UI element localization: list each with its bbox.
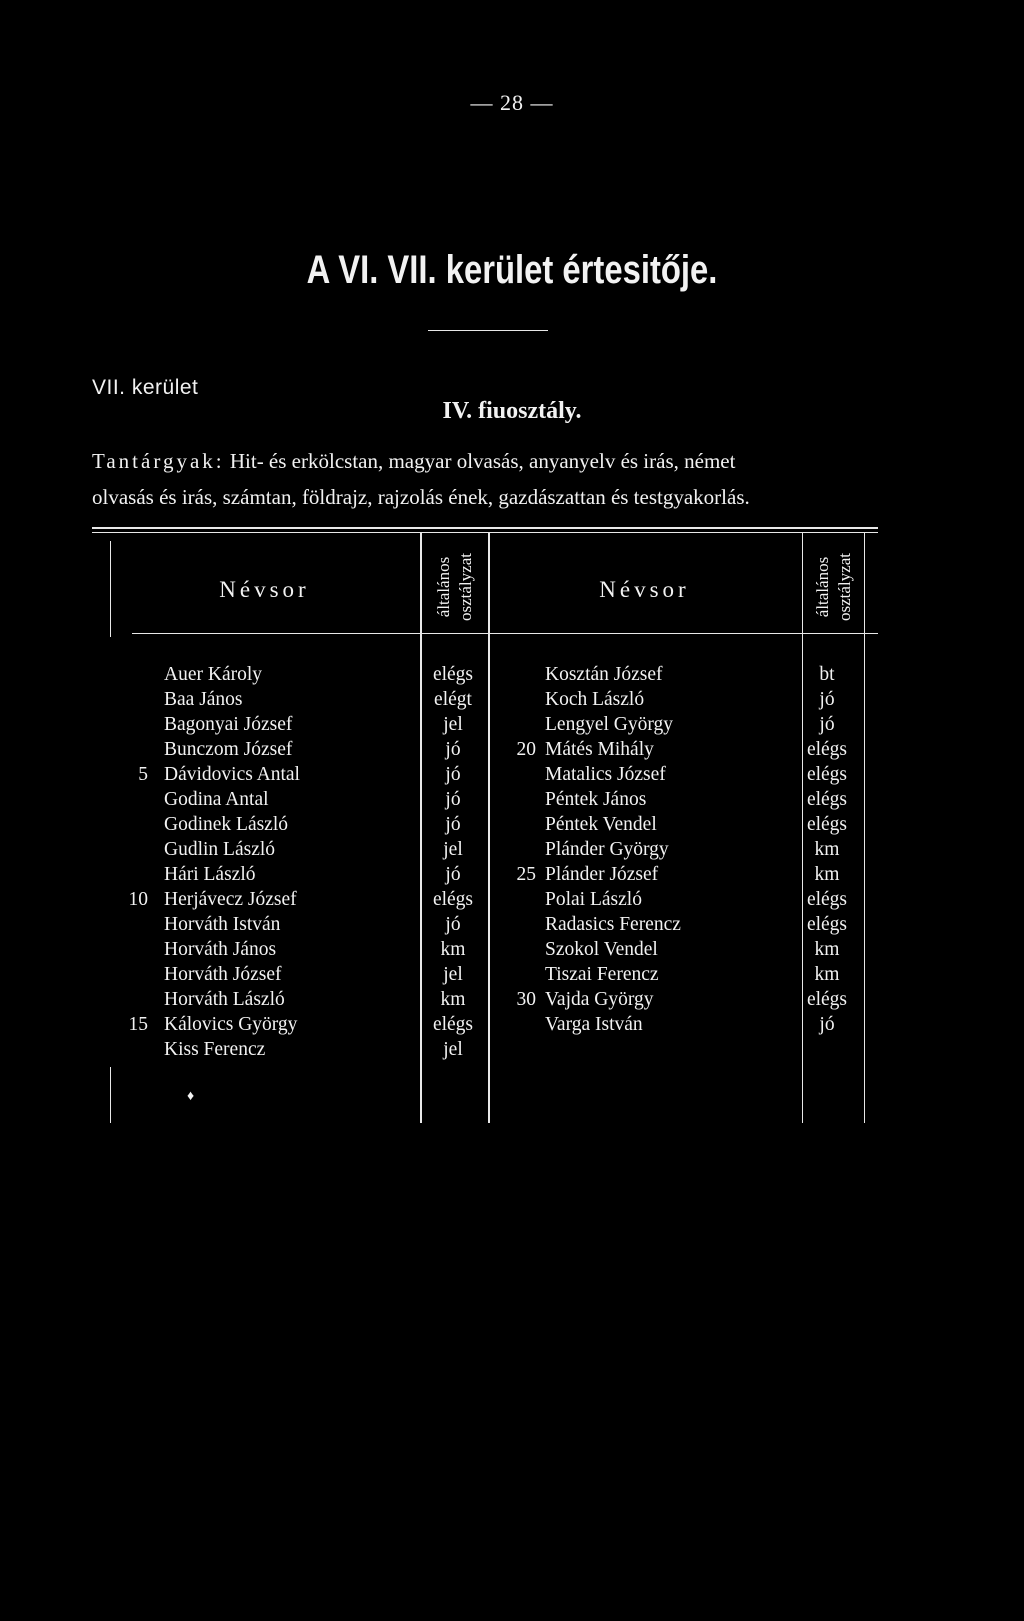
table-row [92,712,878,737]
subjects-line-1: Hit- és erkölcstan, magyar olvasás, anyanyelv és irás, német [224,449,736,473]
table-row [92,687,878,712]
student-name: Kiss Ferencz [164,1039,266,1060]
table-row [92,887,878,912]
student-name: Szokol Vendel [545,939,658,960]
student-name: Mátés Mihály [545,739,654,760]
grade-value: km [440,939,466,960]
student-name: Herjávecz József [164,889,297,910]
student-name: Polai László [545,889,642,910]
table-row [92,962,878,987]
table-row [92,862,878,887]
student-name: Lengyel György [545,714,673,735]
student-name: Dávidovics Antal [164,764,300,785]
grade-value: km [440,989,466,1010]
table-row [92,812,878,837]
grade-value: elégs [806,764,848,785]
table-top-rule [92,527,878,529]
district-label: VII. kerület [92,376,199,399]
grade-value: jó [819,689,835,710]
table-row [92,662,878,687]
grade-value: jel [443,839,463,860]
header-name-left: Névsor [219,577,310,602]
grade-value: jó [445,739,461,760]
grade-value: elégs [806,814,848,835]
student-name: Kosztán József [545,664,663,685]
student-name: Plánder József [545,864,659,885]
student-name: Péntek János [545,789,647,810]
student-name: Tiszai Ferencz [545,964,659,985]
student-name: Varga István [545,1014,643,1035]
student-name: Auer Károly [164,664,263,685]
student-name: Horváth István [164,914,281,935]
student-name: Godinek László [164,814,289,835]
grade-value: jó [445,764,461,785]
header-grade-left: általános osztályzat [434,553,475,621]
print-speck: ♦ [187,1089,195,1104]
table-row [92,737,878,762]
page-number: — 28 — [470,90,554,115]
row-number: 20 [516,739,536,760]
table-row [92,912,878,937]
table-row [92,837,878,862]
table-row [92,762,878,787]
grade-value: jó [819,714,835,735]
grade-value: jó [445,864,461,885]
row-number: 30 [516,989,536,1010]
grade-value: elégs [806,914,848,935]
grade-value: jel [443,964,463,985]
row-number: 10 [128,889,148,910]
grade-value: jel [443,714,463,735]
student-name: Vajda György [545,989,654,1010]
grade-value: elégs [806,789,848,810]
page-title: A VI. VII. kerület értesitője. [306,248,718,292]
grade-value: elégs [432,1014,474,1035]
grade-value: km [814,864,840,885]
row-number: 5 [138,764,148,785]
student-name: Horváth János [164,939,277,960]
student-name: Godina Antal [164,789,269,810]
class-heading: IV. fiuosztály. [442,398,582,424]
header-name-right: Névsor [599,577,690,602]
table-row [92,937,878,962]
subjects-paragraph [92,443,892,515]
table-row [92,987,878,1012]
grade-value: jó [819,1014,835,1035]
table-top-rule-thin [92,532,878,533]
student-name: Horváth József [164,964,282,985]
student-name: Baa János [164,689,243,710]
student-name: Kálovics György [164,1014,298,1035]
grade-value: jel [443,1039,463,1060]
grade-value: elégs [432,664,474,685]
row-number: 25 [516,864,536,885]
student-name: Bunczom József [164,739,293,760]
table-row [92,1012,878,1037]
grades-table [92,527,878,1123]
grade-value: jó [445,789,461,810]
grade-value: km [814,839,840,860]
header-grade-right: általános osztályzat [813,553,854,621]
row-number: 15 [128,1014,148,1035]
student-name: Péntek Vendel [545,814,657,835]
subjects-label: Tantárgyak: [92,449,225,473]
student-name: Koch László [545,689,645,710]
grade-value: km [814,964,840,985]
table-header-rule [132,633,878,634]
subjects-line-2: olvasás és irás, számtan, földrajz, rajzolás ének, gazdászattan és testgyakorlás. [92,485,750,509]
grade-value: km [814,939,840,960]
student-name: Plánder György [545,839,669,860]
table-left-border-lower [110,1067,111,1123]
student-name: Bagonyai József [164,714,293,735]
table-left-border [110,541,111,637]
table-row [92,1037,878,1062]
grade-value: elégs [432,889,474,910]
grade-value: jó [445,914,461,935]
student-name: Horváth László [164,989,285,1010]
grade-value: elégs [806,889,848,910]
student-name: Matalics József [545,764,666,785]
student-name: Radasics Ferencz [545,914,681,935]
grade-value: elégs [806,739,848,760]
student-name: Hári László [164,864,256,885]
grade-value: elégt [434,689,472,710]
student-name: Gudlin László [164,839,276,860]
grade-value: elégs [806,989,848,1010]
grade-value: bt [819,664,835,685]
table-row [92,787,878,812]
grade-value: jó [445,814,461,835]
title-divider [428,330,548,331]
